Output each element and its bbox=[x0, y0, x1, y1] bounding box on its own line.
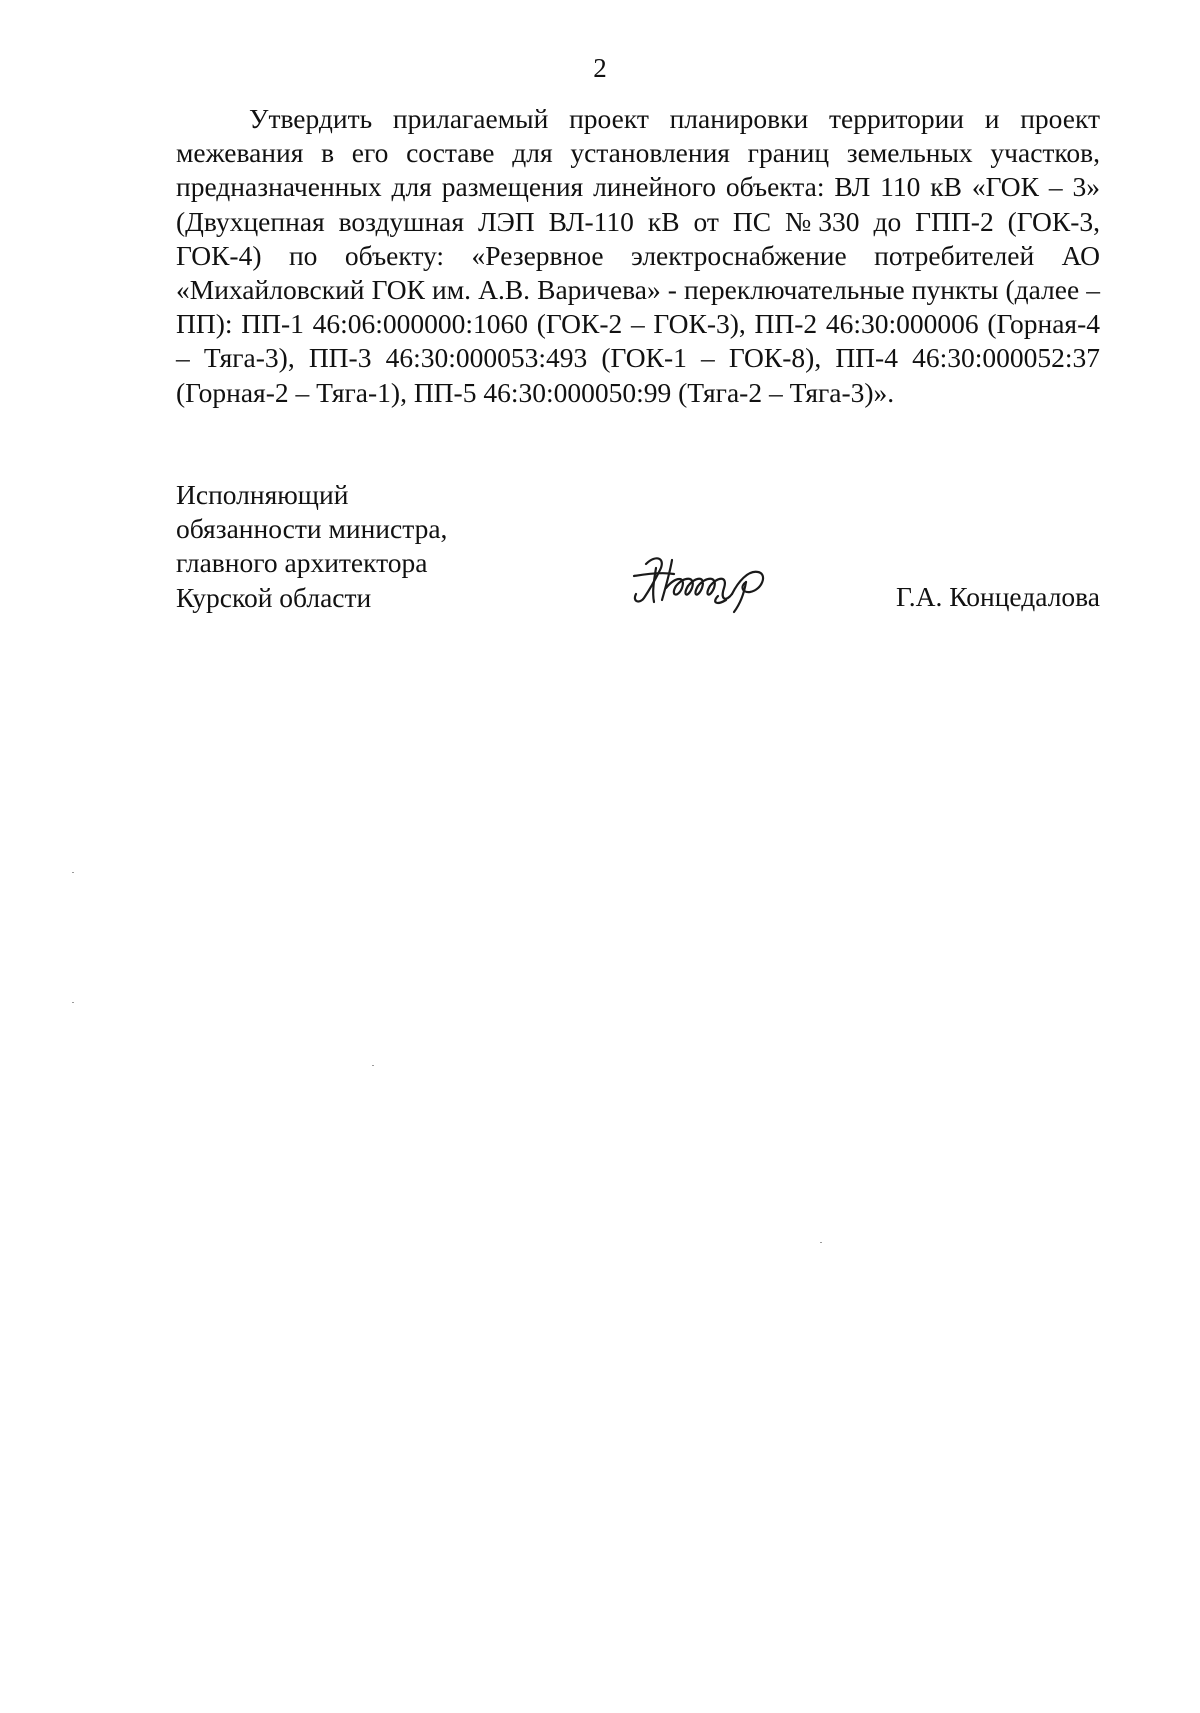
signature-block bbox=[176, 478, 1100, 628]
scan-speck bbox=[72, 1002, 74, 1003]
signer-position-line: главного архитектора bbox=[176, 547, 428, 579]
page-number: 2 bbox=[593, 53, 607, 83]
body-paragraph: Утвердить прилагаемый проект планировки территории и проект межевания в его составе для установления границ земельных участков, предназначенных для размещения линейного объекта: ВЛ 110 кВ «ГОК – 3» (Двухцепная воздушная ЛЭП ВЛ-110 кВ от ПС №330 до ГПП-2 (ГОК-3, ГОК-4) по объекту: «Резервное электроснабжение потребителей АО «Михайловский ГОК им. А.В. Варичева» - переключательные пункты (далее – ПП): ПП-1 46:06:000000:1060 (ГОК-2 – ГОК-3), ПП-2 46:30:000006 (Горная-4 – Тяга-3), ПП-3 46:30:000053:493 (ГОК-1 – ГОК-8), ПП-4 46:30:000052:37 (Горная-2 – Тяга-1), ПП-5 46:30:000050:99 (Тяга-2 – Тяга-3)». bbox=[176, 103, 1100, 408]
scan-speck bbox=[820, 1242, 822, 1243]
signer-position-line: обязанности министра, bbox=[176, 513, 448, 545]
handwritten-signature bbox=[626, 546, 786, 616]
signer-position bbox=[176, 478, 447, 615]
signer-position-line: Исполняющий bbox=[176, 479, 349, 510]
signer-position-line: Курской области bbox=[176, 581, 372, 613]
scan-speck bbox=[72, 872, 74, 873]
signer-name: Г.А. Концедалова bbox=[895, 581, 1100, 612]
scan-speck bbox=[372, 1065, 374, 1066]
